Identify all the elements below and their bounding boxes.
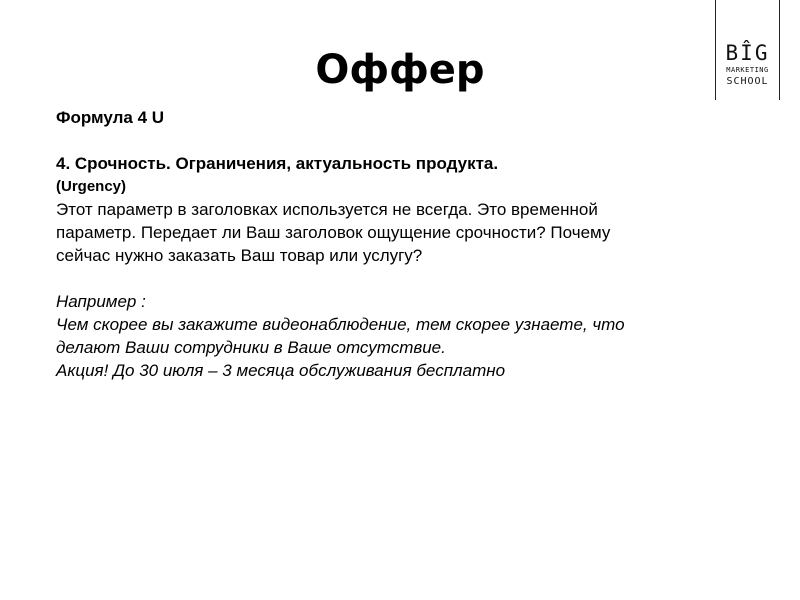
paragraph-line: сейчас нужно заказать Ваш товар или услугу?: [56, 246, 423, 265]
paragraph-line: Этот параметр в заголовках используется не всегда. Это временной: [56, 200, 598, 219]
paragraph-line: параметр. Передает ли Ваш заголовок ощущение срочности? Почему: [56, 223, 611, 242]
section-heading: 4. Срочность. Ограничения, актуальность продукта.: [56, 154, 499, 173]
slide-title: Оффер: [315, 47, 485, 93]
spacer: [56, 267, 756, 290]
slide-content: [56, 106, 756, 382]
formula-label: Формула 4 U: [56, 108, 165, 127]
big-marketing-school-logo: [715, 0, 780, 100]
example-line: Акция! До 30 июля – 3 месяца обслуживания бесплатно: [56, 361, 506, 380]
logo-big-text: BÎG: [725, 41, 770, 65]
logo-marketing-text: MARKETING: [726, 66, 769, 74]
example-line: делают Ваши сотрудники в Ваше отсутствие.: [56, 338, 446, 357]
example-label: Например :: [56, 292, 146, 311]
example-line: Чем скорее вы закажите видеонаблюдение, тем скорее узнаете, что: [56, 315, 625, 334]
spacer: [56, 129, 756, 152]
logo-school-text: SCHOOL: [726, 76, 769, 87]
section-subheading: (Urgency): [56, 178, 127, 195]
